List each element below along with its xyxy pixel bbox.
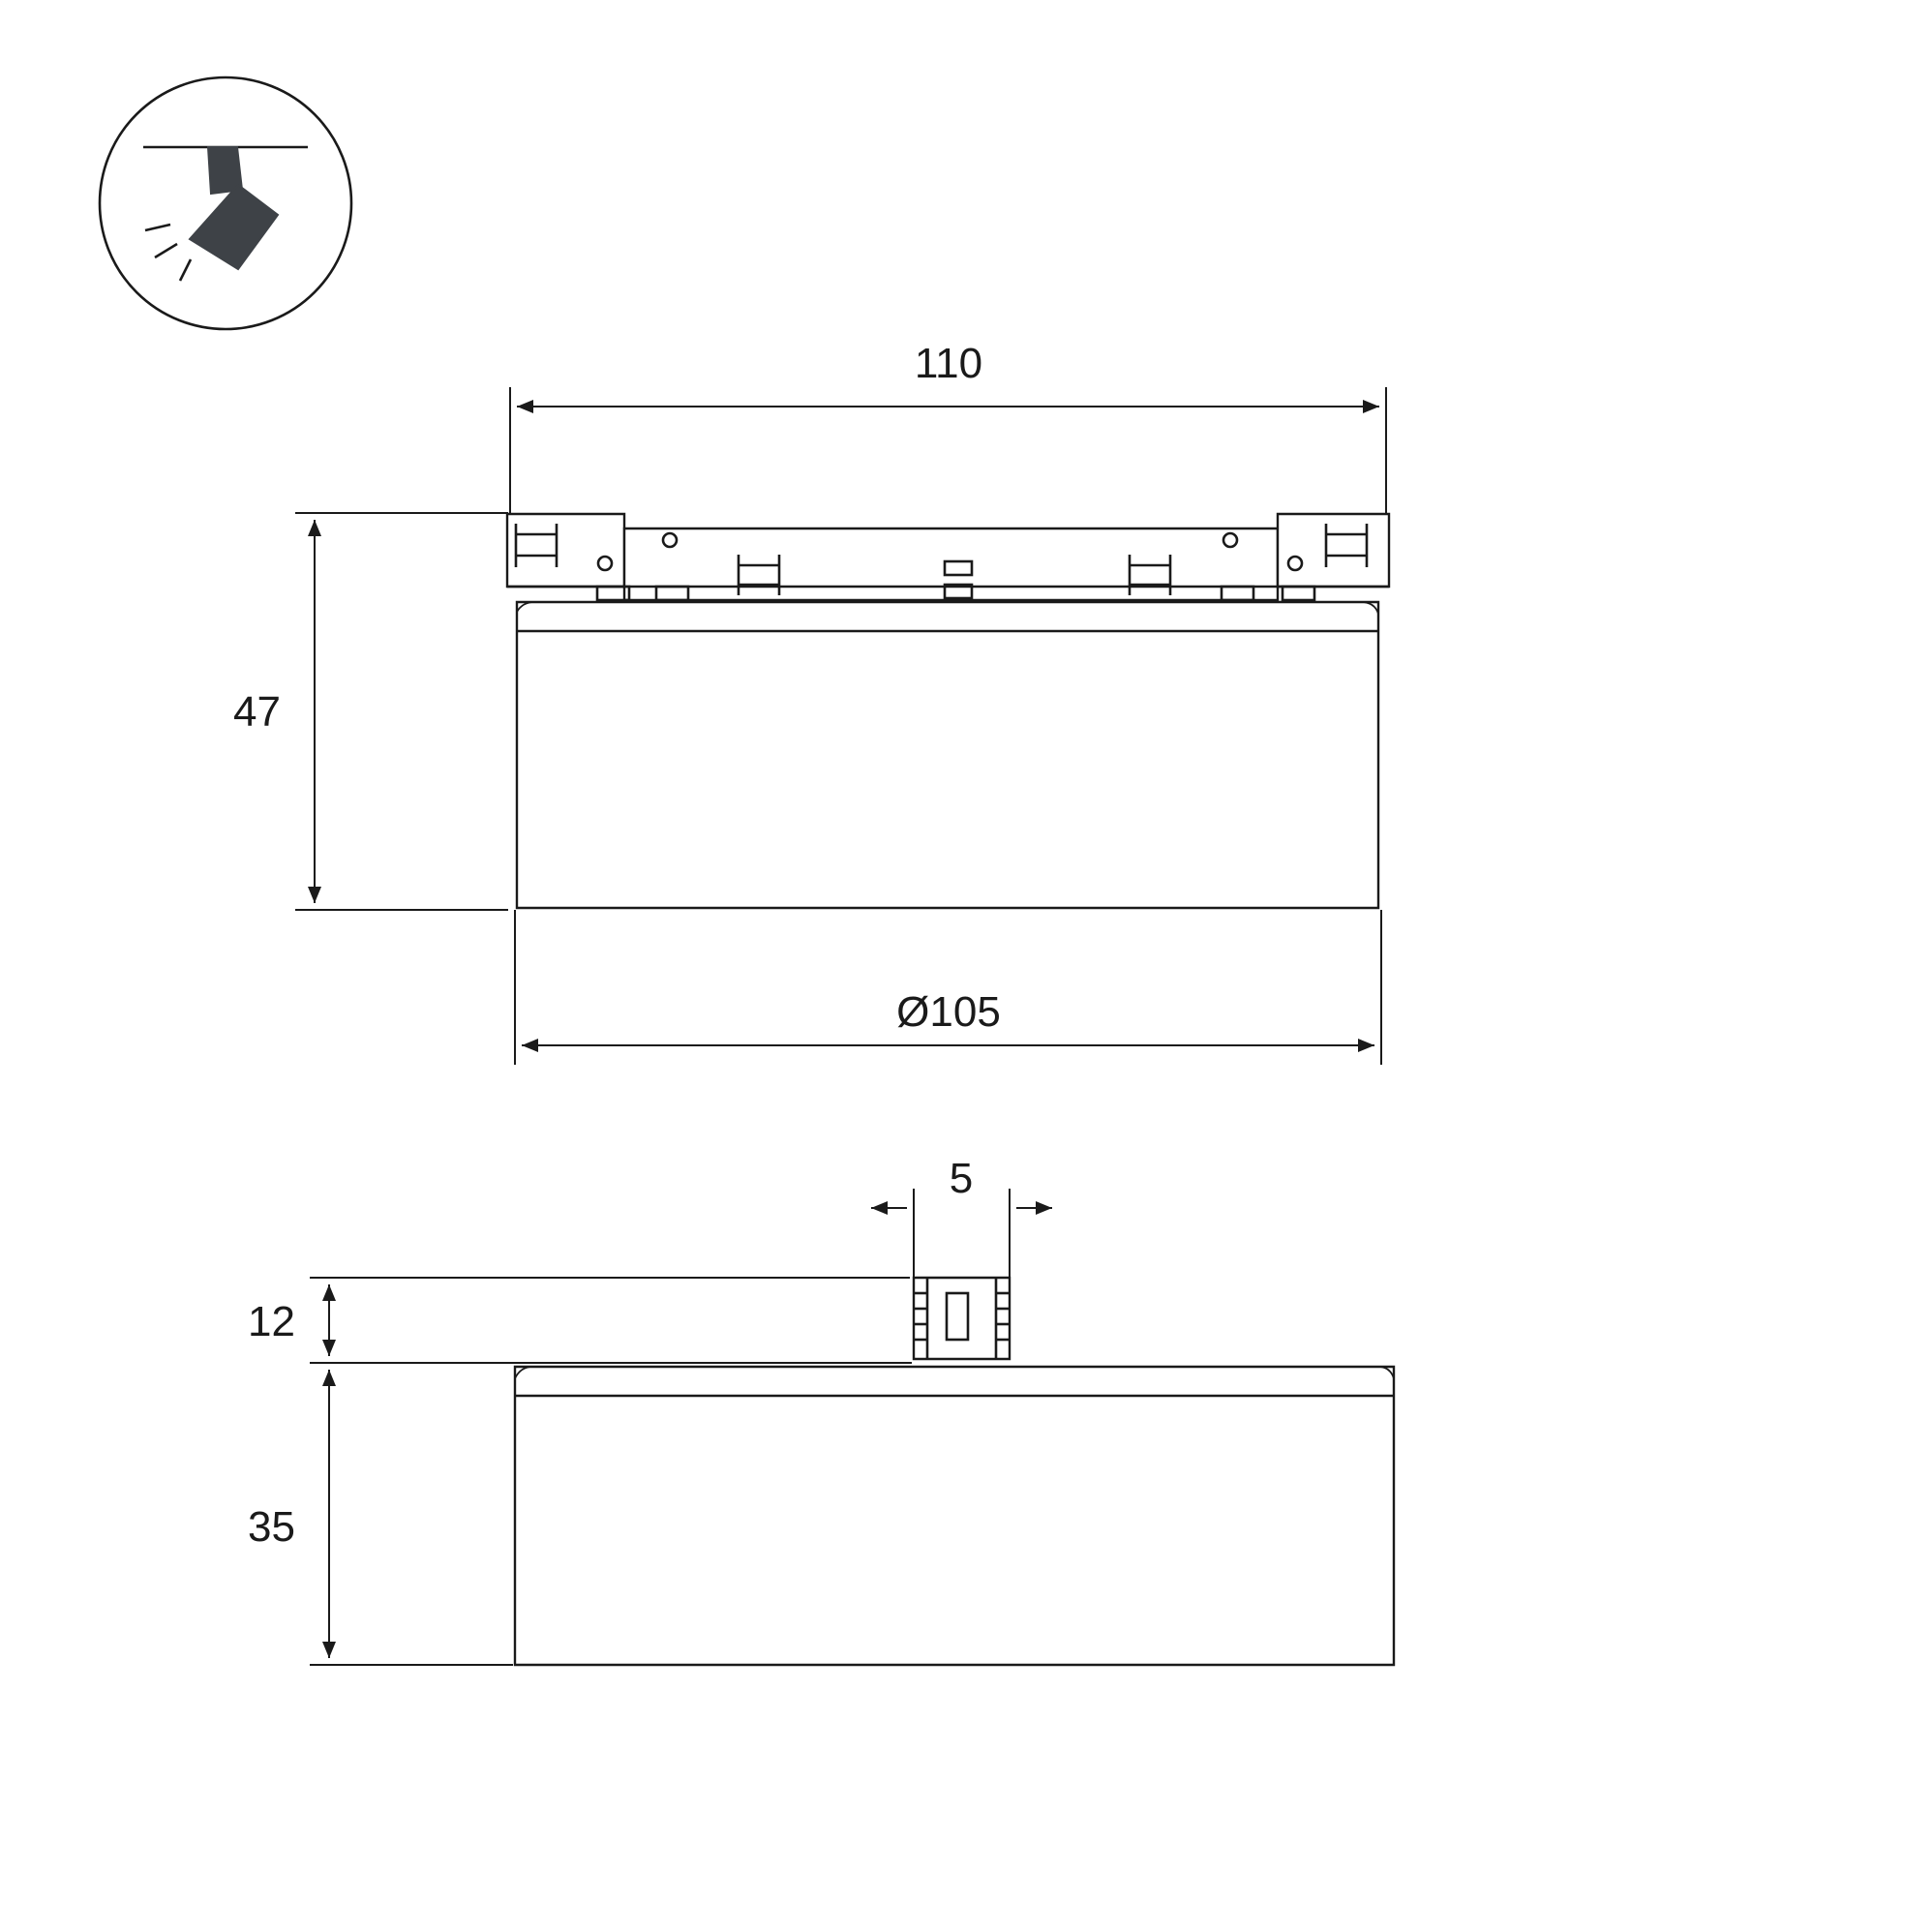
side-luminaire-body [515,1367,1394,1665]
dimension-12 [248,1278,912,1363]
dimension-35-label: 35 [248,1503,295,1551]
dimension-110-label: 110 [914,340,983,387]
dimension-5 [871,1155,1052,1278]
side-mount-block [914,1278,1010,1359]
dimension-12-label: 12 [248,1298,295,1345]
side-view [248,1155,1394,1665]
dimension-47-label: 47 [233,688,281,736]
front-track-adapter [507,514,1389,600]
front-view [233,340,1389,1065]
dimension-110 [510,340,1386,528]
dimension-105 [515,910,1381,1065]
dimension-5-label: 5 [949,1155,974,1202]
front-luminaire-body [517,602,1378,908]
track-spotlight-icon [100,77,351,329]
dimension-35 [248,1370,513,1665]
dimension-47 [233,513,508,910]
dimension-105-label: Ø105 [896,988,1001,1036]
